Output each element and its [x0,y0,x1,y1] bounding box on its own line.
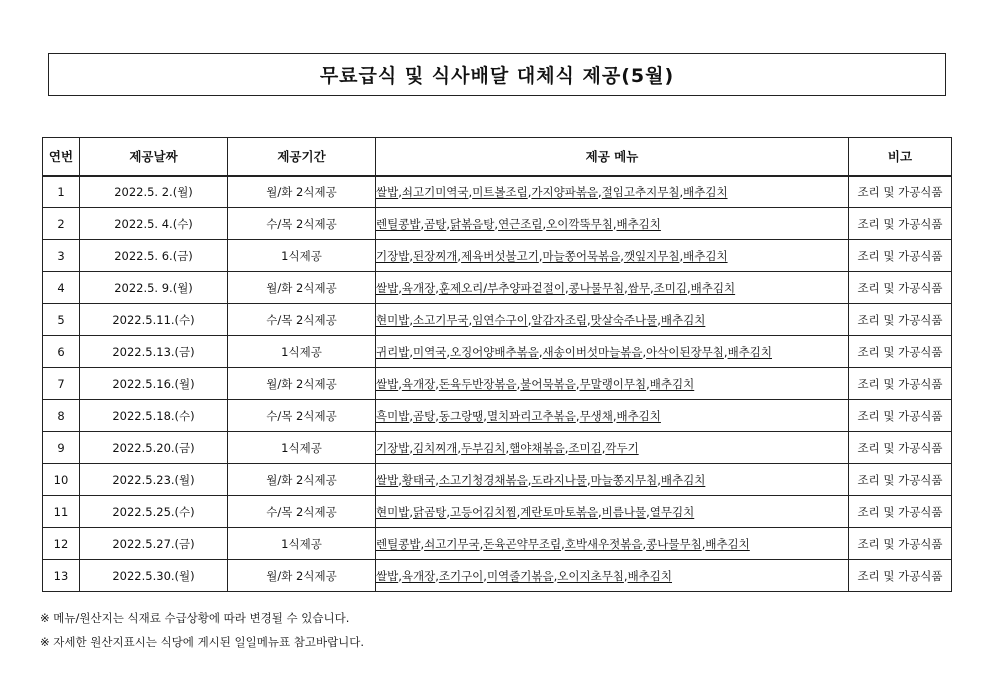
menu-item: 렌틸콩밥 [376,216,421,231]
row-menu: 쌀밥,황태국,소고기청경채볶음,도라지나물,마늘쫑지무침,배추김치 [376,464,849,496]
menu-item: 돈육두반장볶음 [438,376,517,391]
menu-item: 아삭이된장무침 [646,344,724,359]
footnote-origin: ※ 자세한 원산지표시는 식당에 게시된 일일메뉴표 참고바랍니다. [40,635,365,649]
table-row [43,336,952,368]
menu-item: 조미김 [568,440,602,455]
menu-item: 콩나물무침 [568,280,625,295]
menu-item: 배추김치 [690,280,736,295]
menu-item: 황태국 [401,472,436,487]
page-title: 무료급식 및 식사배달 대체식 제공(5월) [319,65,675,87]
row-period: 1식제공 [228,432,376,464]
header-note: 비고 [849,138,952,176]
row-period: 수/목 2식제공 [228,400,376,432]
row-number: 13 [43,560,80,592]
row-menu: 흑미밥,곰탕,동그랑땡,멸치꽈리고추볶음,무생채,배추김치 [376,400,849,432]
header-period: 제공기간 [228,138,376,176]
menu-item: 비름나물 [601,504,647,519]
row-number: 4 [43,272,80,304]
row-number: 5 [43,304,80,336]
menu-item: 배추김치 [616,216,661,231]
row-period: 1식제공 [228,240,376,272]
row-menu: 쌀밥,쇠고기미역국,미트볼조림,가지양파볶음,절임고추지무침,배추김치 [376,176,849,208]
menu-item: 햄야채볶음 [509,440,565,455]
menu-item: 제육버섯불고기 [461,248,539,263]
row-menu: 현미밥,소고기무국,임연수구이,알감자조림,맛살숙주나물,배추김치 [376,304,849,336]
row-number: 6 [43,336,80,368]
row-period: 월/화 2식제공 [228,272,376,304]
table-row [43,400,952,432]
menu-item: 미역줄기볶음 [486,568,554,583]
row-period: 월/화 2식제공 [228,464,376,496]
menu-item: 소고기무국 [412,312,469,327]
menu-item: 임연수구이 [472,312,528,327]
table-row [43,240,952,272]
menu-item: 배추김치 [649,376,695,391]
table-row [43,560,952,592]
footnote-change: ※ 메뉴/원산지는 식재료 수급상황에 따라 변경될 수 있습니다. [40,611,350,625]
menu-item: 곰탕 [424,216,447,231]
menu-table [42,137,952,592]
row-number: 1 [43,176,80,208]
row-date: 2022.5.27.(금) [80,528,228,560]
menu-item: 배추김치 [616,408,661,423]
menu-item: 육개장 [401,376,436,391]
row-menu: 기장밥,된장찌개,제육버섯불고기,마늘쫑어묵볶음,깻잎지무침,배추김치 [376,240,849,272]
menu-item: 육개장 [401,280,436,295]
menu-item: 무생채 [579,408,613,423]
row-menu: 렌틸콩밥,쇠고기무국,돈육곤약무조림,호박새우젓볶음,콩나물무침,배추김치 [376,528,849,560]
row-menu: 귀리밥,미역국,오징어양배추볶음,새송이버섯마늘볶음,아삭이된장무침,배추김치 [376,336,849,368]
menu-item: 흑미밥 [376,408,410,423]
menu-item: 훈제오리/부추양파겉절이 [438,280,565,295]
menu-item: 귀리밥 [376,344,410,359]
menu-item: 맛살숙주나물 [590,312,658,327]
menu-item: 마늘쫑어묵볶음 [542,248,621,263]
menu-item: 소고기청경채볶음 [438,472,528,487]
menu-item: 두부김치 [461,440,506,455]
menu-item: 쌀밥 [376,376,399,391]
row-date: 2022.5.11.(수) [80,304,228,336]
menu-item: 알감자조림 [531,312,587,327]
table-header-row [43,138,952,176]
table-row [43,304,952,336]
menu-item: 깍두기 [605,440,639,455]
menu-item: 불어묵볶음 [520,376,576,391]
row-period: 수/목 2식제공 [228,304,376,336]
row-date: 2022.5.18.(수) [80,400,228,432]
header-date: 제공날짜 [80,138,228,176]
menu-item: 쌀밥 [376,568,399,583]
table-row [43,208,952,240]
row-date: 2022.5. 2.(월) [80,176,228,208]
row-date: 2022.5. 6.(금) [80,240,228,272]
menu-item: 오이깍뚝무침 [546,216,613,231]
menu-item: 오이지초무침 [557,568,624,583]
menu-item: 곰탕 [412,408,436,423]
menu-item: 새송이버섯마늘볶음 [542,344,643,359]
menu-item: 배추김치 [660,312,706,327]
row-date: 2022.5.16.(월) [80,368,228,400]
menu-item: 배추김치 [683,184,728,199]
menu-item: 쌀밥 [376,280,399,295]
table-row [43,464,952,496]
row-note: 조리 및 가공식품 [849,336,952,368]
menu-item: 절임고추지무침 [601,184,680,199]
row-date: 2022.5.30.(월) [80,560,228,592]
row-number: 7 [43,368,80,400]
row-note: 조리 및 가공식품 [849,432,952,464]
row-note: 조리 및 가공식품 [849,464,952,496]
row-note: 조리 및 가공식품 [849,560,952,592]
menu-item: 육개장 [401,568,436,583]
row-number: 12 [43,528,80,560]
menu-item: 렌틸콩밥 [376,536,421,551]
row-menu: 기장밥,김치찌개,두부김치,햄야채볶음,조미김,깍두기 [376,432,849,464]
menu-item: 기장밥 [376,248,410,263]
table-body [43,176,952,592]
menu-item: 쌈무 [627,280,651,295]
row-period: 1식제공 [228,528,376,560]
menu-item: 김치찌개 [412,440,458,455]
row-menu: 쌀밥,육개장,훈제오리/부추양파겉절이,콩나물무침,쌈무,조미김,배추김치 [376,272,849,304]
row-number: 3 [43,240,80,272]
row-note: 조리 및 가공식품 [849,176,952,208]
menu-item: 현미밥 [376,504,410,519]
row-date: 2022.5. 9.(월) [80,272,228,304]
menu-item: 쌀밥 [376,184,399,199]
menu-item: 호박새우젓볶음 [564,536,643,551]
row-period: 수/목 2식제공 [228,208,376,240]
menu-item: 배추김치 [627,568,673,583]
row-note: 조리 및 가공식품 [849,304,952,336]
row-menu: 쌀밥,육개장,조기구이,미역줄기볶음,오이지초무침,배추김치 [376,560,849,592]
menu-item: 가지양파볶음 [531,184,599,199]
menu-item: 닭볶음탕 [449,216,495,231]
table-row [43,432,952,464]
menu-item: 동그랑땡 [438,408,484,423]
table-row [43,272,952,304]
row-date: 2022.5.13.(금) [80,336,228,368]
row-period: 월/화 2식제공 [228,368,376,400]
header-menu: 제공 메뉴 [376,138,849,176]
row-menu: 렌틸콩밥,곰탕,닭볶음탕,연근조림,오이깍뚝무침,배추김치 [376,208,849,240]
row-note: 조리 및 가공식품 [849,528,952,560]
title-box [48,53,946,96]
menu-item: 된장찌개 [412,248,458,263]
menu-item: 배추김치 [705,536,750,551]
row-number: 2 [43,208,80,240]
menu-item: 멸치꽈리고추볶음 [486,408,576,423]
row-number: 8 [43,400,80,432]
menu-item: 돈육곤약무조림 [483,536,562,551]
row-note: 조리 및 가공식품 [849,208,952,240]
menu-item: 쌀밥 [376,472,399,487]
menu-item: 깻잎지무침 [623,248,680,263]
menu-item: 배추김치 [727,344,772,359]
menu-item: 마늘쫑지무침 [590,472,658,487]
row-period: 월/화 2식제공 [228,176,376,208]
row-period: 월/화 2식제공 [228,560,376,592]
menu-item: 현미밥 [376,312,410,327]
row-note: 조리 및 가공식품 [849,496,952,528]
menu-item: 고등어김치찜 [449,504,517,519]
menu-item: 오징어양배추볶음 [449,344,539,359]
row-number: 10 [43,464,80,496]
menu-item: 기장밥 [376,440,410,455]
row-number: 9 [43,432,80,464]
menu-item: 콩나물무침 [646,536,702,551]
row-note: 조리 및 가공식품 [849,400,952,432]
menu-item: 무말랭이무침 [579,376,647,391]
menu-item: 열무김치 [649,504,695,519]
menu-item: 쇠고기무국 [424,536,480,551]
menu-item: 쇠고기미역국 [401,184,469,199]
row-menu: 현미밥,닭곰탕,고등어김치찜,계란토마토볶음,비름나물,열무김치 [376,496,849,528]
row-date: 2022.5. 4.(수) [80,208,228,240]
header-no: 연번 [43,138,80,176]
table-row [43,368,952,400]
menu-item: 연근조림 [498,216,543,231]
menu-item: 미역국 [412,344,447,359]
menu-item: 조기구이 [438,568,484,583]
menu-item: 계란토마토볶음 [520,504,599,519]
table-row [43,528,952,560]
row-period: 1식제공 [228,336,376,368]
row-date: 2022.5.20.(금) [80,432,228,464]
menu-item: 배추김치 [660,472,706,487]
menu-item: 조미김 [653,280,687,295]
menu-item: 미트볼조림 [472,184,528,199]
row-period: 수/목 2식제공 [228,496,376,528]
row-note: 조리 및 가공식품 [849,272,952,304]
table-row [43,176,952,208]
row-note: 조리 및 가공식품 [849,368,952,400]
menu-item: 도라지나물 [531,472,587,487]
row-note: 조리 및 가공식품 [849,240,952,272]
menu-item: 배추김치 [683,248,728,263]
table-row [43,496,952,528]
menu-item: 닭곰탕 [412,504,447,519]
row-date: 2022.5.23.(월) [80,464,228,496]
row-menu: 쌀밥,육개장,돈육두반장볶음,불어묵볶음,무말랭이무침,배추김치 [376,368,849,400]
row-number: 11 [43,496,80,528]
row-date: 2022.5.25.(수) [80,496,228,528]
